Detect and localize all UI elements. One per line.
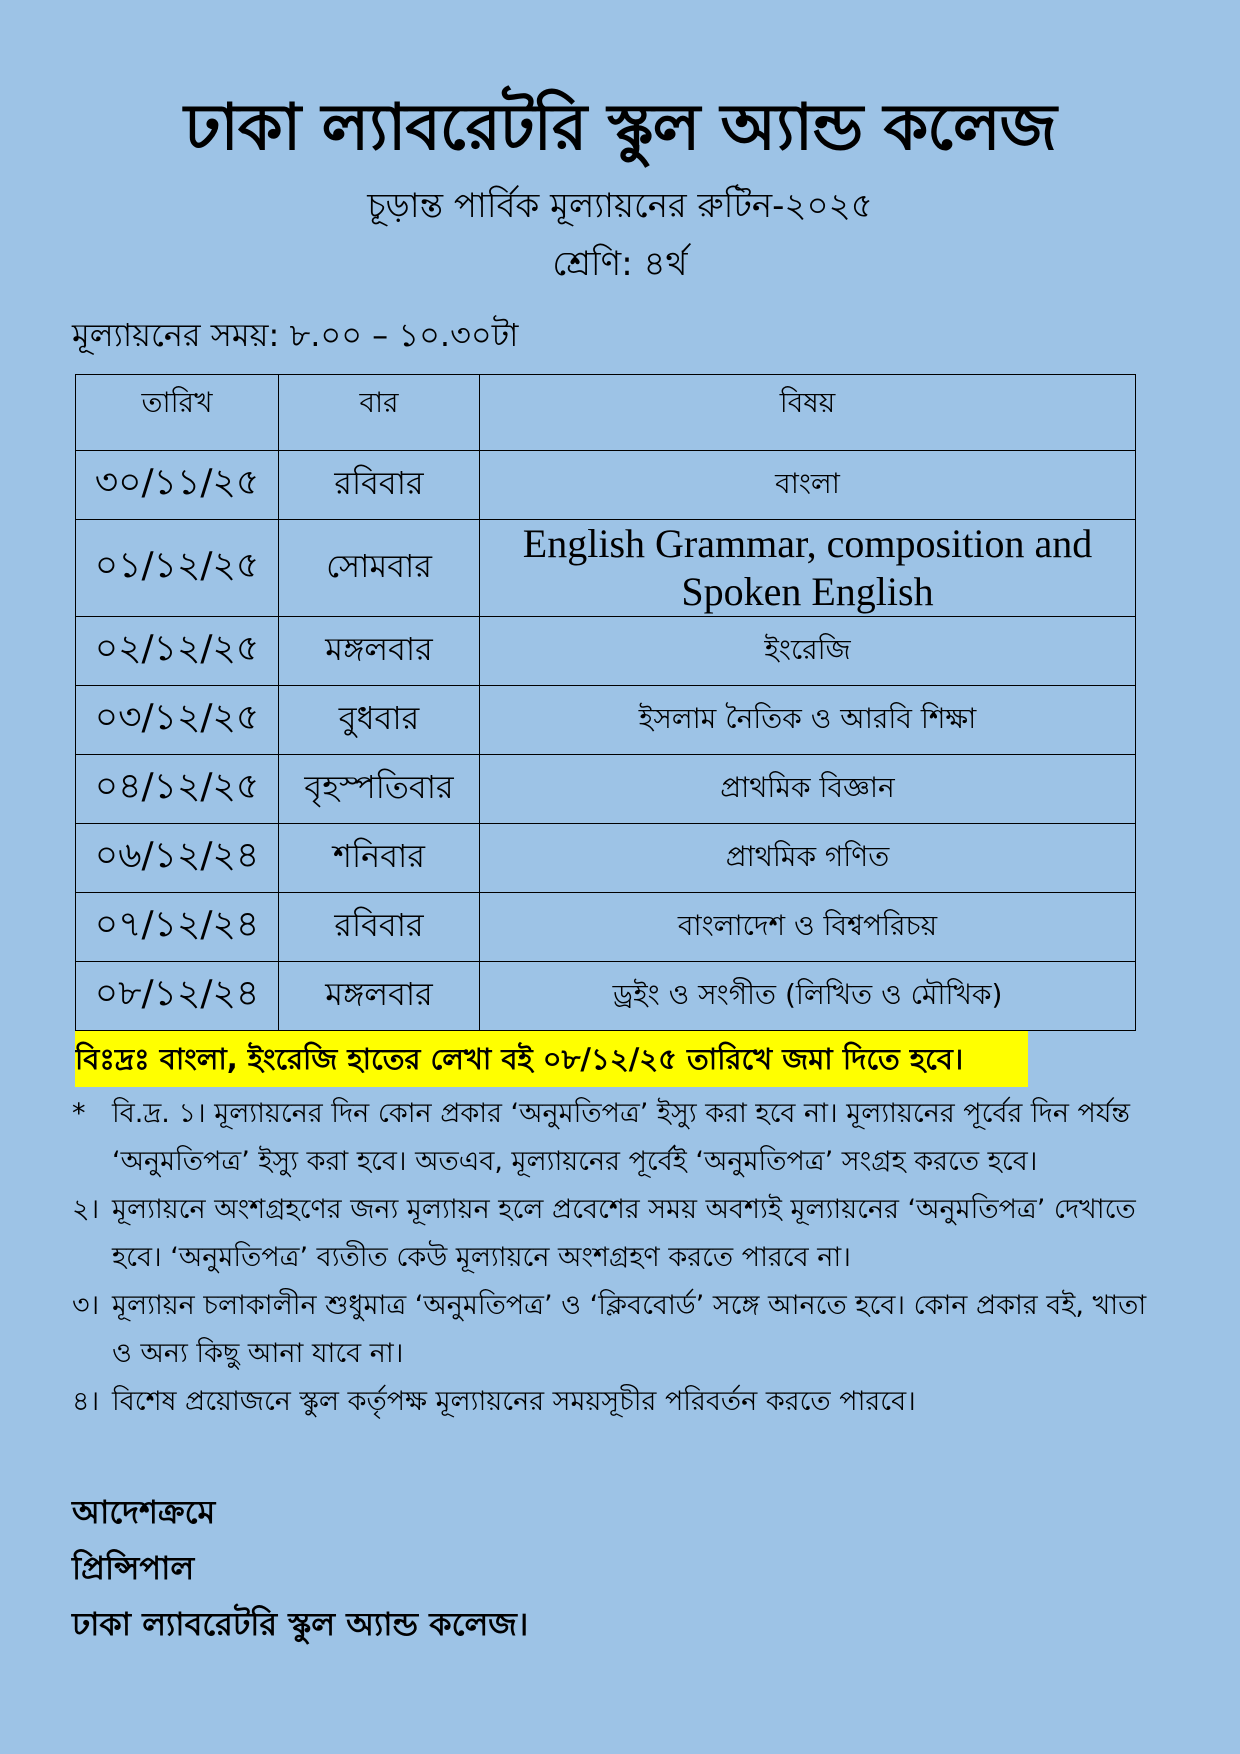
notes-list bbox=[72, 1090, 1172, 1426]
table-row bbox=[76, 962, 1136, 1031]
table-row bbox=[76, 893, 1136, 962]
table-row bbox=[76, 520, 1136, 617]
row-date: ৩০/১১/২৫ bbox=[76, 451, 279, 520]
table-row bbox=[76, 617, 1136, 686]
row-subject: ইংরেজি bbox=[480, 617, 1136, 686]
row-date: ০৭/১২/২৪ bbox=[76, 893, 279, 962]
row-day: বুধবার bbox=[279, 686, 480, 755]
row-subject: English Grammar, composition and Spoken English bbox=[480, 520, 1136, 617]
note-item bbox=[72, 1090, 1172, 1186]
note-item bbox=[72, 1186, 1172, 1282]
row-date: ০২/১২/২৫ bbox=[76, 617, 279, 686]
row-day: মঙ্গলবার bbox=[279, 962, 480, 1031]
row-day: রবিবার bbox=[279, 893, 480, 962]
note-text: মূল্যায়ন চলাকালীন শুধুমাত্র ‘অনুমতিপত্র’ ও ‘ক্লিববোর্ড’ সঙ্গে আনতে হবে। কোন প্রকার বই, খাতা ও অন্য কিছু আনা যাবে না। bbox=[112, 1290, 1147, 1369]
note-text: বিশেষ প্রয়োজনে স্কুল কর্তৃপক্ষ মূল্যায়নের সময়সূচীর পরিবর্তন করতে পারবে। bbox=[112, 1386, 916, 1417]
header-date: তারিখ bbox=[76, 375, 279, 451]
row-day: মঙ্গলবার bbox=[279, 617, 480, 686]
signature-order-line: আদেশক্রমে bbox=[72, 1493, 216, 1531]
note-text: মূল্যায়নে অংশগ্রহণের জন্য মূল্যায়ন হলে প্রবেশের সময় অবশ্যই মূল্যায়নের ‘অনুমতিপত্র’ দেখাতে হবে। ‘অনুমতিপত্র’ ব্যতীত কেউ মূল্যায়নে অংশগ্রহণ করতে পারবে না। bbox=[112, 1194, 1136, 1273]
signature-block bbox=[72, 1484, 528, 1652]
table-row bbox=[76, 686, 1136, 755]
table-row bbox=[76, 824, 1136, 893]
row-date: ০৮/১২/২৪ bbox=[76, 962, 279, 1031]
class-label: শ্রেণি: ৪র্থ bbox=[552, 244, 688, 284]
signature-principal: প্রিন্সিপাল bbox=[72, 1549, 195, 1587]
exam-time-label: মূল্যায়নের সময়: ৮.০০ – ১০.৩০টা bbox=[72, 316, 519, 354]
signature-institution: ঢাকা ল্যাবরেটরি স্কুল অ্যান্ড কলেজ। bbox=[72, 1605, 529, 1643]
row-day: শনিবার bbox=[279, 824, 480, 893]
note-item bbox=[72, 1282, 1172, 1378]
note-text: বি.দ্র. ১। মূল্যায়নের দিন কোন প্রকার ‘অনুমতিপত্র’ ইস্যু করা হবে না। মূল্যায়নের পূর্বের দিন পর্যন্ত ‘অনুমতিপত্র’ ইস্যু করা হবে। অতএব, মূল্যায়নের পূর্বেই ‘অনুমতিপত্র’ সংগ্রহ করতে হবে। bbox=[112, 1098, 1131, 1177]
row-subject: প্রাথমিক বিজ্ঞান bbox=[480, 755, 1136, 824]
header-day: বার bbox=[279, 375, 480, 451]
table-row bbox=[76, 755, 1136, 824]
note-marker: ২। bbox=[72, 1194, 100, 1225]
row-subject: বাংলাদেশ ও বিশ্বপরিচয় bbox=[480, 893, 1136, 962]
note-marker: * bbox=[72, 1098, 86, 1129]
routine-table bbox=[75, 374, 1136, 1031]
row-day: রবিবার bbox=[279, 451, 480, 520]
row-day: বৃহস্পতিবার bbox=[279, 755, 480, 824]
row-subject: ড্রইং ও সংগীত (লিখিত ও মৌখিক) bbox=[480, 962, 1136, 1031]
row-date: ০৬/১২/২৪ bbox=[76, 824, 279, 893]
institution-title: ঢাকা ল্যাবরেটরি স্কুল অ্যান্ড কলেজ bbox=[184, 91, 1056, 165]
row-subject: প্রাথমিক গণিত bbox=[480, 824, 1136, 893]
row-subject: বাংলা bbox=[480, 451, 1136, 520]
highlighted-notice: বিঃদ্রঃ বাংলা, ইংরেজি হাতের লেখা বই ০৮/১২/২৫ তারিখে জমা দিতে হবে। bbox=[75, 1031, 1028, 1087]
table-row bbox=[76, 451, 1136, 520]
note-marker: ৩। bbox=[72, 1290, 100, 1321]
row-date: ০৩/১২/২৫ bbox=[76, 686, 279, 755]
row-date: ০৪/১২/২৫ bbox=[76, 755, 279, 824]
row-date: ০১/১২/২৫ bbox=[76, 520, 279, 617]
table-header-row bbox=[76, 375, 1136, 451]
row-day: সোমবার bbox=[279, 520, 480, 617]
header-subject: বিষয় bbox=[480, 375, 1136, 451]
note-marker: ৪। bbox=[72, 1386, 100, 1417]
note-item bbox=[72, 1378, 1172, 1426]
routine-subtitle: চূড়ান্ত পার্বিক মূল্যায়নের রুটিন-২০২৫ bbox=[367, 186, 873, 226]
row-subject: ইসলাম নৈতিক ও আরবি শিক্ষা bbox=[480, 686, 1136, 755]
